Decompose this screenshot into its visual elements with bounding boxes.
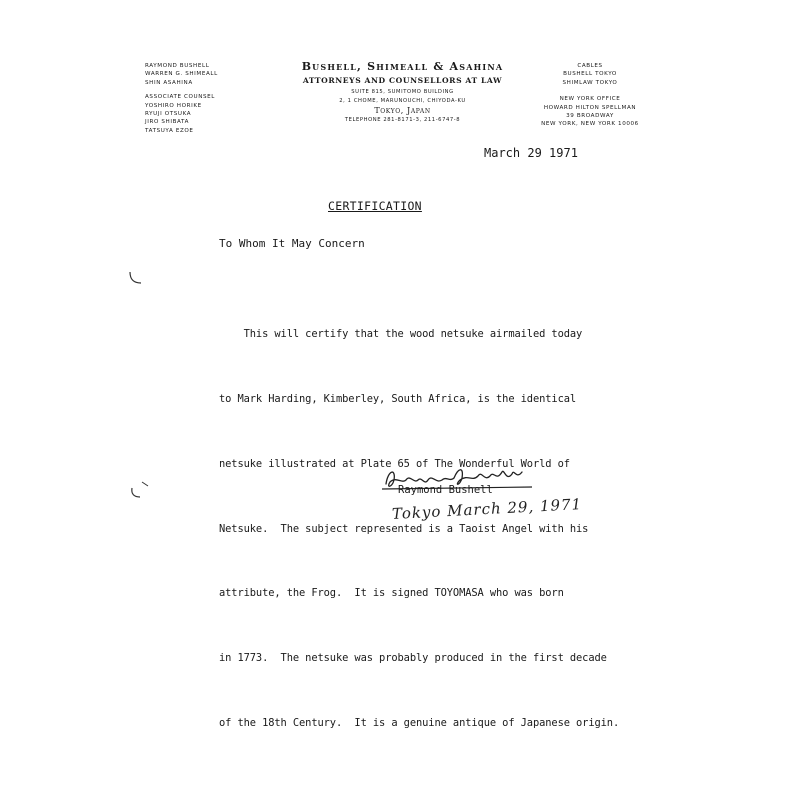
body-line: This will certify that the wood netsuke airmailed today bbox=[219, 328, 583, 341]
signatory-name: Raymond Bushell bbox=[398, 484, 493, 496]
partner-name: WARREN G. SHIMEALL bbox=[145, 71, 218, 78]
firm-name: Bushell, Shimeall & Asahina bbox=[301, 60, 504, 73]
salutation: To Whom It May Concern bbox=[219, 237, 365, 250]
associate-name: RYUJI OTSUKA bbox=[145, 111, 192, 118]
firm-subtitle: ATTORNEYS AND COUNSELLORS AT LAW bbox=[302, 76, 503, 85]
body-line: in 1773. The netsuke was probably produced in the first decade bbox=[219, 652, 607, 665]
firm-city: Tokyo, Japan bbox=[374, 106, 431, 115]
cables-heading: CABLES bbox=[577, 63, 603, 69]
body-line: attribute, the Frog. It is signed TOYOMASA who was born bbox=[219, 587, 564, 600]
body-line: netsuke illustrated at Plate 65 of The Wonderful World of bbox=[219, 457, 570, 470]
ny-office-heading: NEW YORK OFFICE bbox=[559, 96, 621, 103]
cable-address: BUSHELL TOKYO bbox=[563, 71, 617, 78]
ny-office-line: HOWARD HILTON SPELLMAN bbox=[543, 104, 637, 111]
letterhead-firm bbox=[270, 60, 535, 123]
address-line: 2, 1 CHOME, MARUNOUCHI, CHIYODA-KU bbox=[339, 98, 466, 104]
ny-office-line: NEW YORK, NEW YORK 10006 bbox=[541, 121, 639, 128]
letterhead-partners bbox=[145, 62, 218, 135]
associate-name: TATSUYA EZOE bbox=[145, 127, 194, 134]
letter-date: March 29 1971 bbox=[484, 146, 578, 160]
handwritten-place-date: Tokyo March 29, 1971 bbox=[391, 495, 583, 523]
associate-heading: ASSOCIATE COUNSEL bbox=[145, 94, 215, 101]
body-line: Netsuke. The subject represented is a Taoist Angel with his bbox=[219, 522, 589, 535]
partner-name: RAYMOND BUSHELL bbox=[145, 63, 210, 69]
associate-name: YOSHIRO HORIKE bbox=[145, 102, 202, 109]
associate-name: JIRO SHIBATA bbox=[145, 119, 190, 126]
cable-address: SHIMLAW TOKYO bbox=[562, 79, 618, 86]
document-title: CERTIFICATION bbox=[328, 199, 422, 213]
letter-body bbox=[219, 281, 619, 778]
body-line: to Mark Harding, Kimberley, South Africa, is the identical bbox=[219, 392, 577, 405]
letterhead-offices bbox=[540, 62, 640, 129]
partner-name: SHIN ASAHINA bbox=[145, 79, 193, 86]
punch-hole-mark bbox=[126, 268, 146, 288]
punch-hole-mark bbox=[126, 480, 152, 502]
ny-office-line: 39 BROADWAY bbox=[566, 113, 614, 120]
body-line: of the 18th Century. It is a genuine antique of Japanese origin. bbox=[219, 716, 620, 729]
address-line: SUITE 815, SUMITOMO BUILDING bbox=[351, 89, 454, 95]
firm-telephone: TELEPHONE 281-8171-3, 211-6747-8 bbox=[344, 117, 461, 123]
